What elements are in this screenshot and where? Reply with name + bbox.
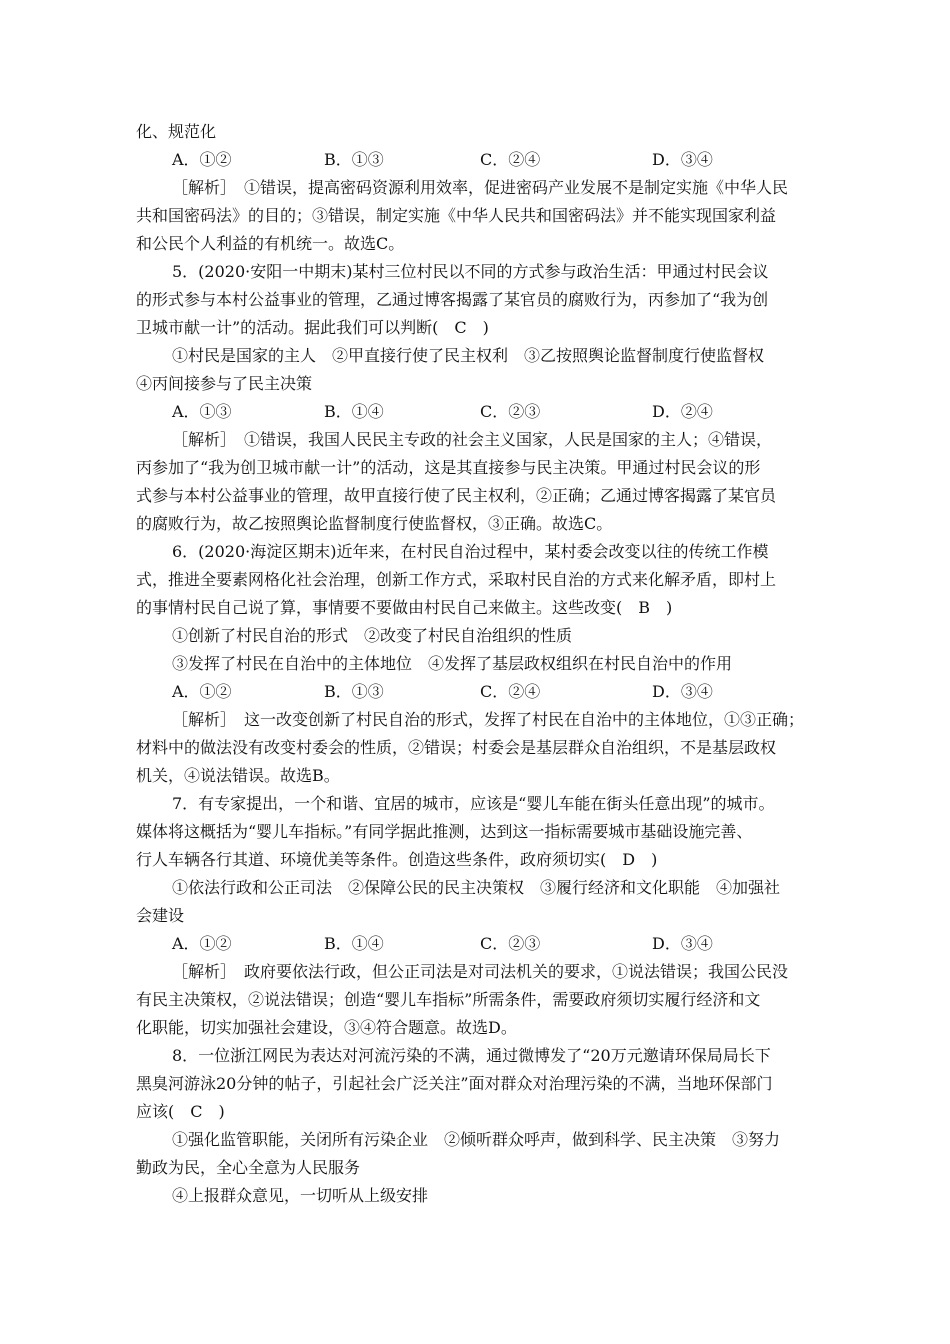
question-6-stem: 的事情村民自己说了算，事情要不要做由村民自己来做主。这些改变( B ) (136, 598, 673, 617)
option-c: C．②③ (480, 402, 541, 421)
question-7-stem: 媒体将这概括为“婴儿车指标。”有同学据此推测，达到这一指标需要城市基础设施完善、 (136, 822, 753, 841)
question-stem-tail: 化、规范化 (136, 122, 217, 141)
question-6-stem: 式，推进全要素网格化社会治理，创新工作方式，采取村民自治的方式来化解矛盾，即村上 (136, 570, 777, 589)
question-8-stem: 黑臭河游泳20分钟的帖子，引起社会广泛关注”面对群众对治理污染的不满，当地环保部门 (136, 1074, 773, 1093)
analysis-line: ［解析］ ①错误，我国人民民主专政的社会主义国家，人民是国家的主人；④错误， (172, 430, 773, 449)
question-8-stem: 应该( C ) (136, 1102, 225, 1121)
option-a: A．①③ (172, 402, 232, 421)
question-5-stem: 5．(2020·安阳一中期末)某村三位村民以不同的方式参与政治生活：甲通过村民会议 (172, 262, 769, 281)
question-5-items: ④丙间接参与了民主决策 (136, 374, 313, 393)
option-b: B．①④ (324, 402, 384, 421)
analysis-line: 机关，④说法错误。故选B。 (136, 766, 340, 785)
analysis-line: 式参与本村公益事业的管理，故甲直接行使了民主权利，②正确；乙通过博客揭露了某官员 (136, 486, 777, 505)
option-a: A．①② (172, 682, 232, 701)
option-c: C．②③ (480, 934, 541, 953)
question-5-stem: 卫城市献一计”的活动。据此我们可以判断( C ) (136, 318, 489, 337)
option-c: C．②④ (480, 682, 541, 701)
option-d: D．②④ (652, 402, 713, 421)
analysis-line: 化职能，切实加强社会建设，③④符合题意。故选D。 (136, 1018, 517, 1037)
option-d: D．③④ (652, 934, 713, 953)
question-7-items: 会建设 (136, 906, 185, 925)
question-5-items: ①村民是国家的主人 ②甲直接行使了民主权利 ③乙按照舆论监督制度行使监督权 (172, 346, 765, 365)
analysis-line: 丙参加了“我为创卫城市献一计”的活动，这是其直接参与民主决策。甲通过村民会议的形 (136, 458, 761, 477)
option-b: B．①③ (324, 682, 384, 701)
analysis-line: 的腐败行为，故乙按照舆论监督制度行使监督权，③正确。故选C。 (136, 514, 613, 533)
question-8-stem: 8．一位浙江网民为表达对河流污染的不满，通过微博发了“20万元邀请环保局局长下 (172, 1046, 771, 1065)
question-6-stem: 6．(2020·海淀区期末)近年来，在村民自治过程中，某村委会改变以往的传统工作模 (172, 542, 769, 561)
analysis-line: 材料中的做法没有改变村委会的性质，②错误；村委会是基层群众自治组织，不是基层政权 (136, 738, 777, 757)
analysis-line: 共和国密码法》的目的；③错误，制定实施《中华人民共和国密码法》并不能实现国家利益 (136, 206, 777, 225)
question-8-items: ④上报群众意见，一切听从上级安排 (172, 1186, 429, 1205)
question-7-items: ①依法行政和公正司法 ②保障公民的民主决策权 ③履行经济和文化职能 ④加强社 (172, 878, 781, 897)
analysis-line: ［解析］ 这一改变创新了村民自治的形式，发挥了村民在自治中的主体地位，①③正确； (172, 710, 805, 729)
question-6-items: ③发挥了村民在自治中的主体地位 ④发挥了基层政权组织在村民自治中的作用 (172, 654, 733, 673)
option-a: A．①② (172, 934, 232, 953)
question-7-stem: 行人车辆各行其道、环境优美等条件。创造这些条件，政府须切实( D ) (136, 850, 658, 869)
analysis-line: 有民主决策权，②说法错误；创造“婴儿车指标”所需条件，需要政府须切实履行经济和文 (136, 990, 761, 1009)
option-c: C．②④ (480, 150, 541, 169)
question-7-stem: 7．有专家提出，一个和谐、宜居的城市，应该是“婴儿车能在街头任意出现”的城市。 (172, 794, 775, 813)
option-a: A．①② (172, 150, 232, 169)
question-5-stem: 的形式参与本村公益事业的管理，乙通过博客揭露了某官员的腐败行为，丙参加了“我为创 (136, 290, 769, 309)
option-b: B．①③ (324, 150, 384, 169)
analysis-line: 和公民个人利益的有机统一。故选C。 (136, 234, 405, 253)
analysis-line: ［解析］ ①错误，提高密码资源利用效率，促进密码产业发展不是制定实施《中华人民 (172, 178, 789, 197)
question-8-items: ①强化监管职能，关闭所有污染企业 ②倾听群众呼声，做到科学、民主决策 ③努力 (172, 1130, 781, 1149)
analysis-line: ［解析］ 政府要依法行政，但公正司法是对司法机关的要求，①说法错误；我国公民没 (172, 962, 789, 981)
question-8-items: 勤政为民，全心全意为人民服务 (136, 1158, 361, 1177)
option-d: D．③④ (652, 682, 713, 701)
option-d: D．③④ (652, 150, 713, 169)
option-b: B．①④ (324, 934, 384, 953)
question-6-items: ①创新了村民自治的形式 ②改变了村民自治组织的性质 (172, 626, 573, 645)
